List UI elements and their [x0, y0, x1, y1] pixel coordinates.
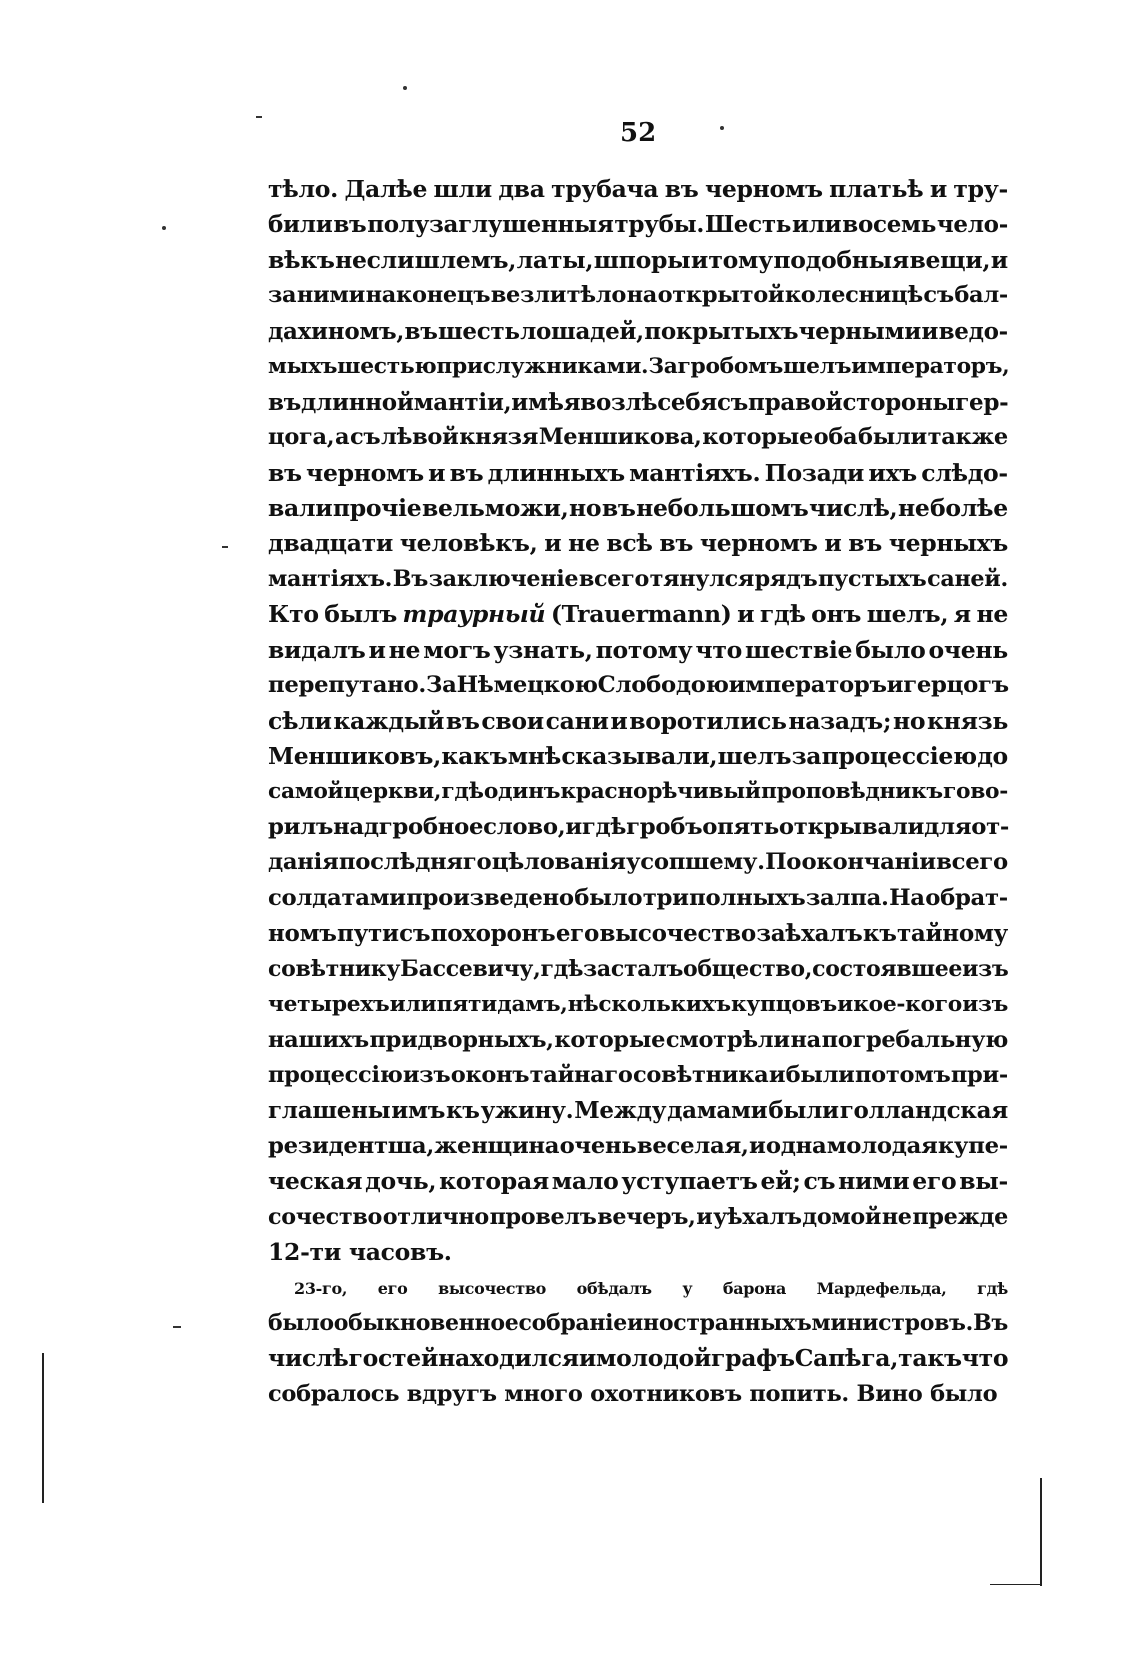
page-number: 52 — [620, 118, 657, 148]
text-line: въ длинной мантіи, имѣя возлѣ себя съ правой стороны гер- — [268, 388, 1009, 416]
scan-speck — [403, 86, 407, 90]
scan-edge-line — [42, 1353, 44, 1503]
text-line: собралось вдругъ много охотниковъ попить. Вино было — [268, 1380, 998, 1407]
scan-speck — [173, 1326, 181, 1328]
text-line: мыхъ шестью прислужниками. За гробомъ шелъ императоръ, — [268, 354, 1010, 380]
paragraph — [268, 1271, 1008, 1413]
text-line: двадцати человѣкъ, и не всѣ въ черномъ и въ черныхъ — [268, 529, 1008, 558]
text-line: били въ полузаглушенныя трубы. Шесть или восемь чело- — [268, 211, 1008, 239]
paragraph — [268, 172, 1008, 1271]
text-line: видалъ и не могъ узнать, потому что шествіе было очень — [268, 635, 1008, 664]
text-line: нашихъ придворныхъ, которые смотрѣли на погребальную — [268, 1026, 1008, 1053]
text-line: было обыкновенное собраніе иностранныхъ министровъ. Въ — [268, 1310, 1008, 1336]
text-line: глашены имъ къ ужину. Между дамами были голландская — [268, 1097, 1008, 1125]
text-line: солдатами произведено было три полныхъ залпа. На обрат- — [268, 884, 1008, 911]
text-line: перепутано. За Нѣмецкою Слободою императоръ и герцогъ — [268, 672, 1009, 699]
text-line: совѣтнику Бассевичу, гдѣ засталъ общество, состоявшее изъ — [268, 955, 1009, 982]
text-line: мантіяхъ. Въ заключеніе всего тянулся рядъ пустыхъ саней. — [268, 565, 1008, 592]
scan-speck — [720, 126, 724, 130]
text-line: самой церкви, гдѣ одинъ краснорѣчивый проповѣдникъ гово- — [268, 779, 1008, 805]
text-line: рилъ надгробное слово, и гдѣ гробъ опять открывали для от- — [268, 813, 1010, 840]
text-line: данія послѣдняго цѣлованія усопшему. По окончаніи всего — [268, 849, 1008, 876]
text-line: четырехъ или пяти дамъ, нѣсколькихъ купцовъ и кое-кого изъ — [268, 992, 1008, 1018]
scan-edge-line — [1040, 1478, 1042, 1586]
text-line: за ними наконецъ везли тѣло на открытой колесницѣ съ бал- — [268, 282, 1008, 309]
scan-speck — [162, 226, 166, 230]
body-text — [268, 172, 1008, 1412]
scan-speck — [256, 116, 262, 118]
text-line: Кто былъ траурный (Trauermann) и гдѣ онъ шелъ, я не — [268, 600, 1008, 629]
text-line: сѣли каждый въ свои сани и воротились назадъ; но князь — [268, 706, 1008, 735]
scan-edge-line — [990, 1584, 1042, 1585]
text-line: процессію изъ оконъ тайнаго совѣтника и были потомъ при- — [268, 1061, 1008, 1088]
text-line: сочество отлично провелъ вечеръ, и уѣхалъ домой не прежде — [268, 1203, 1008, 1230]
text-line: 12-ти часовъ. — [268, 1238, 452, 1267]
text-line: Меншиковъ, какъ мнѣ сказывали, шелъ за процессіею до — [268, 742, 1008, 770]
text-line: резидентша, женщина очень веселая, и одна молодая купе- — [268, 1132, 1008, 1159]
text-line: вали прочіе вельможи, но въ небольшомъ числѣ, не болѣе — [268, 493, 1008, 522]
text-line: въ черномъ и въ длинныхъ мантіяхъ. Позади ихъ слѣдо- — [268, 458, 1008, 487]
text-line: тѣло. Далѣе шли два трубача въ черномъ платьѣ и тру- — [268, 175, 1008, 203]
text-line: номъ пути съ похоронъ его высочество заѣхалъ къ тайному — [268, 920, 1008, 948]
text-line: числѣ гостей находился и молодой графъ Сапѣга, такъ что — [268, 1344, 1009, 1373]
scan-speck — [222, 546, 228, 548]
text-line: 23-го, его высочество обѣдалъ у барона Мардефельда, гдѣ — [294, 1278, 1008, 1298]
text-line: дахиномъ, въ шесть лошадей, покрытыхъ черными и ведо- — [268, 317, 1008, 345]
text-line: ческая дочь, которая мало уступаетъ ей; съ ними его вы- — [268, 1167, 1008, 1196]
text-line: цога, а съ лѣвой князя Меншикова, которые оба были также — [268, 424, 1008, 451]
text-line: вѣкъ несли шлемъ, латы, шпоры и тому подобныя вещи, и — [268, 245, 1008, 274]
